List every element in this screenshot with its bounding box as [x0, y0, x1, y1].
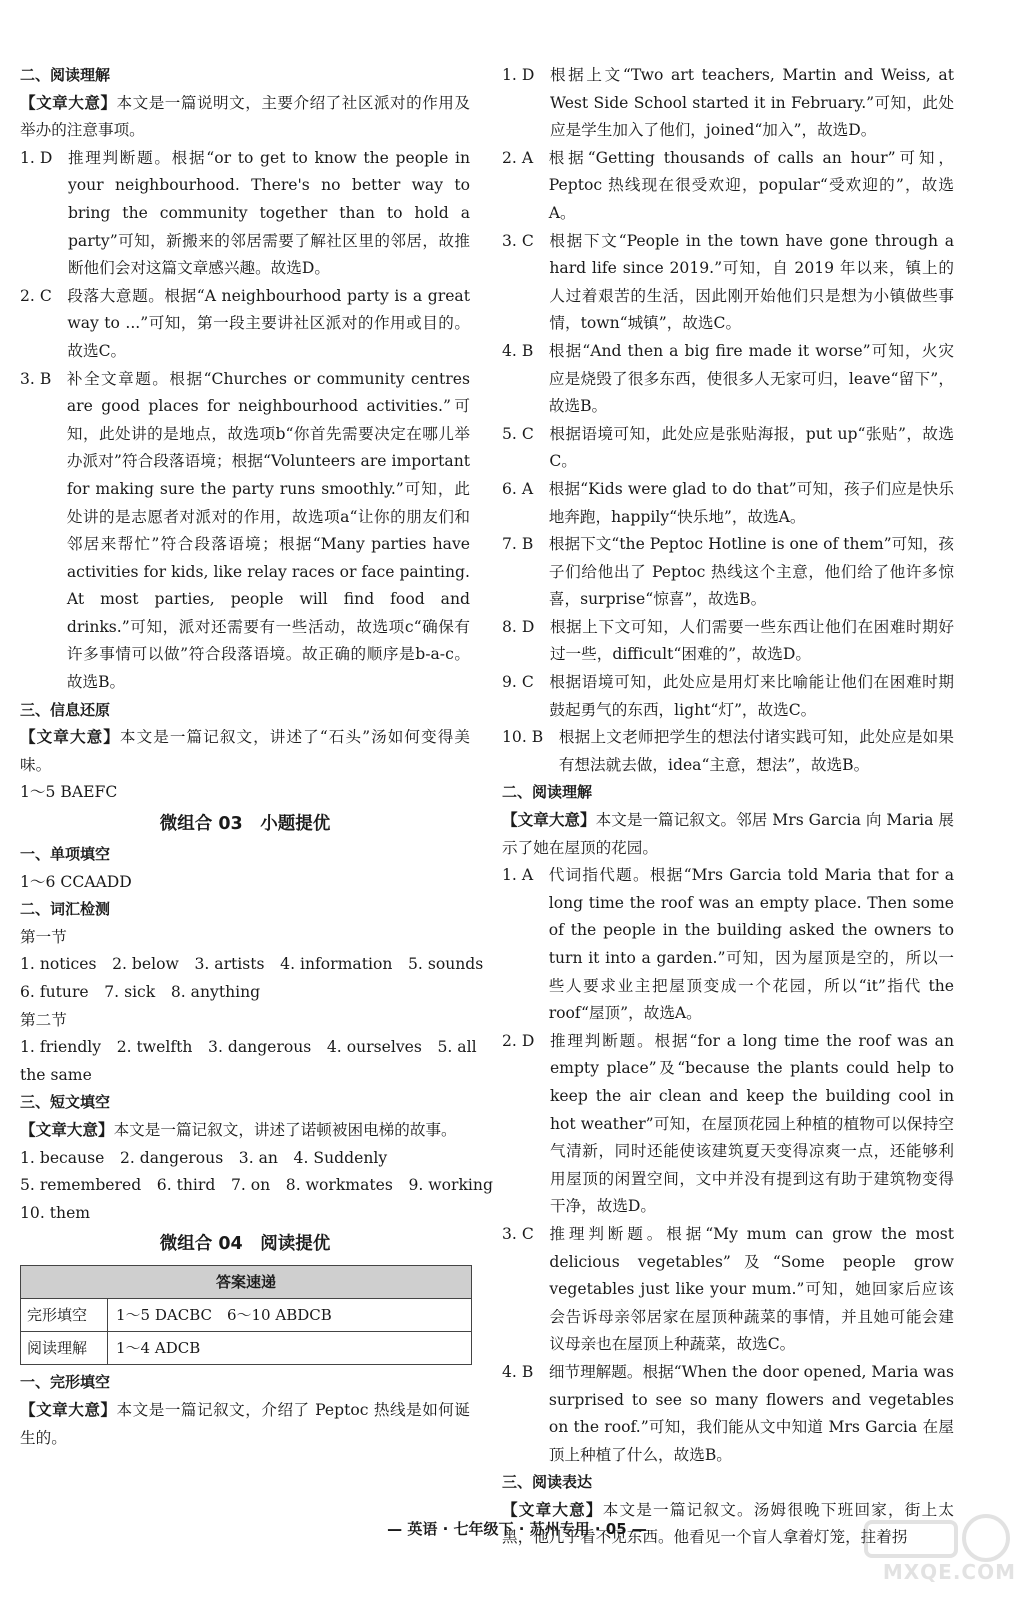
answer-number: 3. B — [20, 369, 52, 388]
answer-explanation: 推理判断题。根据“My mum can grow the most delicious vegetables”及“Some people grow vegetables just like your mum.”可知，她回家后应该会告诉母亲邻居家在屋顶种蔬菜的事情，并且她可能会建议母亲也在屋顶上种蔬菜，故选C。 — [549, 1224, 954, 1354]
article-summary — [20, 90, 470, 145]
summary-tag: 【文章大意】 — [20, 728, 120, 747]
reading-answer-list — [502, 862, 954, 1469]
short-answer-row: 1. because 2. dangerous 3. an 4. Suddenly — [20, 1148, 388, 1167]
article-summary — [20, 1397, 470, 1452]
answer-number: 4. B — [502, 341, 534, 360]
short-answer-row: 10. them — [20, 1203, 91, 1222]
answer-item — [502, 228, 954, 338]
section-heading-reading: 二、阅读理解 — [20, 66, 111, 84]
vocab-answer-row: the same — [20, 1065, 92, 1084]
answer-explanation: 细节理解题。根据“When the door opened, Maria was surprised to see so many flowers and vegetables on the roof.”可知，我们能从文中知道 Mrs Garcia 在屋顶上种植了什么，故选B。 — [548, 1362, 954, 1464]
answer-number: 8. D — [502, 617, 535, 636]
answer-item — [502, 614, 954, 669]
table-header: 答案速递 — [21, 1266, 472, 1299]
vocab-answer-row: 1. notices 2. below 3. artists 4. information 5. sounds — [20, 955, 484, 974]
answer-number: 1. D — [20, 148, 53, 167]
summary-tag: 【文章大意】 — [20, 1400, 117, 1419]
answer-number: 1. D — [502, 66, 535, 84]
answer-explanation: 补全文章题。根据“Churches or community centres are good places for neighbourhood activities.”可知，此处讲的是地点，故选项b“你首先需要决定在哪儿举办派对”符合段落语境；根据“Volunteers are important for making sure the party runs smoothly.”可知，此处讲的是志愿者对派对的作用，故选项a“让你的朋友们和邻居来帮忙”符合段落语境；根据“Many parties have activities for kids, like relay races or face painting. At most parties, people will find food and drinks.”可知，派对还需要有一些活动，故选项c“确保有许多事情可以做”符合段落语境。故正确的顺序是b-a-c。故选B。 — [66, 369, 470, 692]
answer-number: 10. B — [502, 728, 544, 747]
answer-item — [502, 669, 954, 724]
answer-explanation: 根据“And then a big fire made it worse”可知，火灾应是烧毁了很多东西，使很多人无家可归，leave“留下”，故选B。 — [548, 341, 954, 416]
answer-number: 2. C — [20, 286, 52, 305]
section-heading-info: 三、信息还原 — [20, 700, 111, 719]
answer-explanation: 代词指代题。根据“Mrs Garcia told Maria that for a long time the roof was an empty place. Then some of the people in the building asked the owners to turn it into a garden.”可知，因为屋顶是空的，所以一些人要求业主把屋顶变成一个花园，所以“it”指代 the roof“屋顶”，故选A。 — [548, 866, 954, 1023]
table-row — [21, 1332, 472, 1365]
summary-tag: 【文章大意】 — [502, 1500, 603, 1519]
short-answer-row: 5. remembered 6. third 7. on 8. workmates 9. working — [20, 1176, 493, 1195]
answer-number: 2. A — [502, 148, 534, 167]
answer-item — [502, 862, 954, 1028]
table-cell-label: 完形填空 — [21, 1299, 108, 1332]
answer-item — [502, 145, 954, 228]
section-heading-short: 三、短文填空 — [20, 1093, 111, 1112]
summary-text: 本文是一篇记叙文，讲述了诺顿被困电梯的故事。 — [113, 1120, 457, 1139]
answer-explanation: 根据下文“the Peptoc Hotline is one of them”可知，孩子们给他出了 Peptoc 热线这个主意，他们给了他许多惊喜，surprise“惊喜”，故选B。 — [548, 535, 954, 609]
table-cell-value: 1～4 ADCB — [108, 1332, 472, 1365]
answer-item — [502, 62, 954, 145]
part2-label: 第二节 — [20, 1010, 67, 1029]
summary-tag: 【文章大意】 — [20, 1120, 114, 1139]
watermark-text: MXQE.COM — [882, 1560, 1016, 1584]
answer-item — [502, 1028, 954, 1221]
answer-item — [502, 1221, 954, 1359]
info-answer: 1～5 BAEFC — [20, 783, 118, 802]
answer-explanation: 根据“Getting thousands of calls an hour”可知，Peptoc 热线现在很受欢迎，popular“受欢迎的”，故选A。 — [548, 148, 954, 222]
answer-explanation: 推理判断题。根据“for a long time the roof was an empty place”及“because the plants could help to keep the air clean and keep the building cool in hot weather”可知，在屋顶花园上种植的植物可以保持空气清新，同时还能使该建筑夏天变得凉爽一点，还能够利用屋顶的闲置空间，文中并没有提到这有助于建筑物变得干净，故选D。 — [549, 1031, 954, 1216]
single-answer: 1～6 CCAADD — [20, 872, 132, 891]
answer-item — [502, 724, 954, 779]
answer-explanation: 推理判断题。根据“or to get to know the people in your neighbourhood. There's no better way to bring the community together than to hold a party”可知，新搬来的邻居需要了解社区里的邻居，故推断他们会对这篇文章感兴趣。故选D。 — [67, 148, 470, 278]
summary-text: 本文是一篇记叙文。汤姆很晚下班回家，街上太黑，他几乎看不见东西。他看见一个盲人拿着灯笼，拄着拐 — [502, 1500, 954, 1547]
answer-number: 6. A — [502, 479, 534, 498]
answer-item — [20, 366, 470, 697]
answer-item — [502, 421, 954, 476]
article-summary — [20, 724, 470, 779]
answer-number: 5. C — [502, 424, 534, 443]
answer-number: 1. A — [502, 866, 534, 885]
answer-explanation: 根据上下文可知，人们需要一些东西让他们在困难时期好过一些，difficult“困难的”，故选D。 — [549, 617, 954, 664]
article-summary — [502, 807, 954, 862]
vocab-answer-row: 6. future 7. sick 8. anything — [20, 983, 261, 1001]
answer-number: 7. B — [502, 535, 534, 554]
section-heading-vocab: 二、词汇检测 — [20, 900, 111, 919]
answer-item — [20, 283, 470, 366]
table-cell-value: 1～5 DACBC 6～10 ABDCB — [108, 1299, 472, 1332]
answer-explanation: 根据上文“Two art teachers, Martin and Weiss, at West Side School started it in February.”可知，此处应是学生加入了他们，joined“加入”，故选D。 — [549, 66, 954, 140]
answer-item — [502, 476, 954, 531]
watermark-logo — [856, 1510, 1016, 1590]
answer-explanation: 根据语境可知，此处应是用灯来比喻能让他们在困难时期鼓起勇气的东西，light“灯”，故选C。 — [549, 673, 954, 719]
answer-explanation: 根据语境可知，此处应是张贴海报，put up“张贴”，故选C。 — [549, 424, 954, 471]
summary-text: 本文是一篇记叙文，讲述了“石头”汤如何变得美味。 — [20, 728, 470, 774]
summary-tag: 【文章大意】 — [20, 93, 117, 112]
summary-text: 本文是一篇记叙文，介绍了 Peptoc 热线是如何诞生的。 — [20, 1400, 470, 1447]
left-column — [20, 62, 493, 1452]
section-heading-single: 一、单项填空 — [20, 845, 111, 864]
right-column — [502, 62, 954, 1552]
summary-text: 本文是一篇说明文，主要介绍了社区派对的作用及举办的注意事项。 — [20, 93, 470, 140]
answer-explanation: 根据上文老师把学生的想法付诸实践可知，此处应是如果有想法就去做，idea“主意，想法”，故选B。 — [558, 728, 954, 774]
group04-title: 微组合 04 阅读提优 — [159, 1234, 331, 1255]
section-heading-express: 三、阅读表达 — [502, 1473, 593, 1492]
answer-explanation: 根据“Kids were glad to do that”可知，孩子们应是快乐地奔跑，happily“快乐地”，故选A。 — [548, 479, 954, 526]
answer-item — [502, 1359, 954, 1469]
cloze-answer-list — [502, 62, 954, 779]
group03-title: 微组合 03 小题提优 — [159, 814, 331, 835]
answer-item — [502, 338, 954, 421]
answer-quick-table — [20, 1265, 472, 1365]
answer-number: 3. C — [502, 1224, 534, 1243]
summary-text: 本文是一篇记叙文。邻居 Mrs Garcia 向 Maria 展示了她在屋顶的花园。 — [502, 811, 954, 857]
answer-number: 2. D — [502, 1031, 535, 1050]
table-row — [21, 1299, 472, 1332]
answer-item — [502, 531, 954, 614]
section-heading-reading: 二、阅读理解 — [502, 783, 593, 802]
answer-explanation: 段落大意题。根据“A neighbourhood party is a great way to ...”可知，第一段主要讲社区派对的作用或目的。故选C。 — [67, 286, 470, 360]
part1-label: 第一节 — [20, 927, 67, 946]
section-heading-cloze: 一、完形填空 — [20, 1373, 111, 1392]
answer-number: 4. B — [502, 1362, 534, 1381]
answer-item — [20, 145, 470, 283]
answer-explanation: 根据下文“People in the town have gone through a hard life since 2019.”可知，自 2019 年以来，镇上的人过着艰苦的生活，因此刚开始他们只是想为小镇做些事情，town“城镇”，故选C。 — [549, 231, 954, 333]
answer-number: 3. C — [502, 231, 534, 250]
answer-number: 9. C — [502, 673, 534, 692]
table-cell-label: 阅读理解 — [21, 1332, 108, 1365]
reading-answer-list — [20, 145, 470, 697]
article-summary — [20, 1117, 470, 1145]
page-footer: — 英语 · 七年级下 · 苏州专用 · 05 — — [387, 1520, 647, 1538]
summary-tag: 【文章大意】 — [502, 811, 596, 830]
vocab-answer-row: 1. friendly 2. twelfth 3. dangerous 4. ourselves 5. all — [20, 1038, 477, 1057]
